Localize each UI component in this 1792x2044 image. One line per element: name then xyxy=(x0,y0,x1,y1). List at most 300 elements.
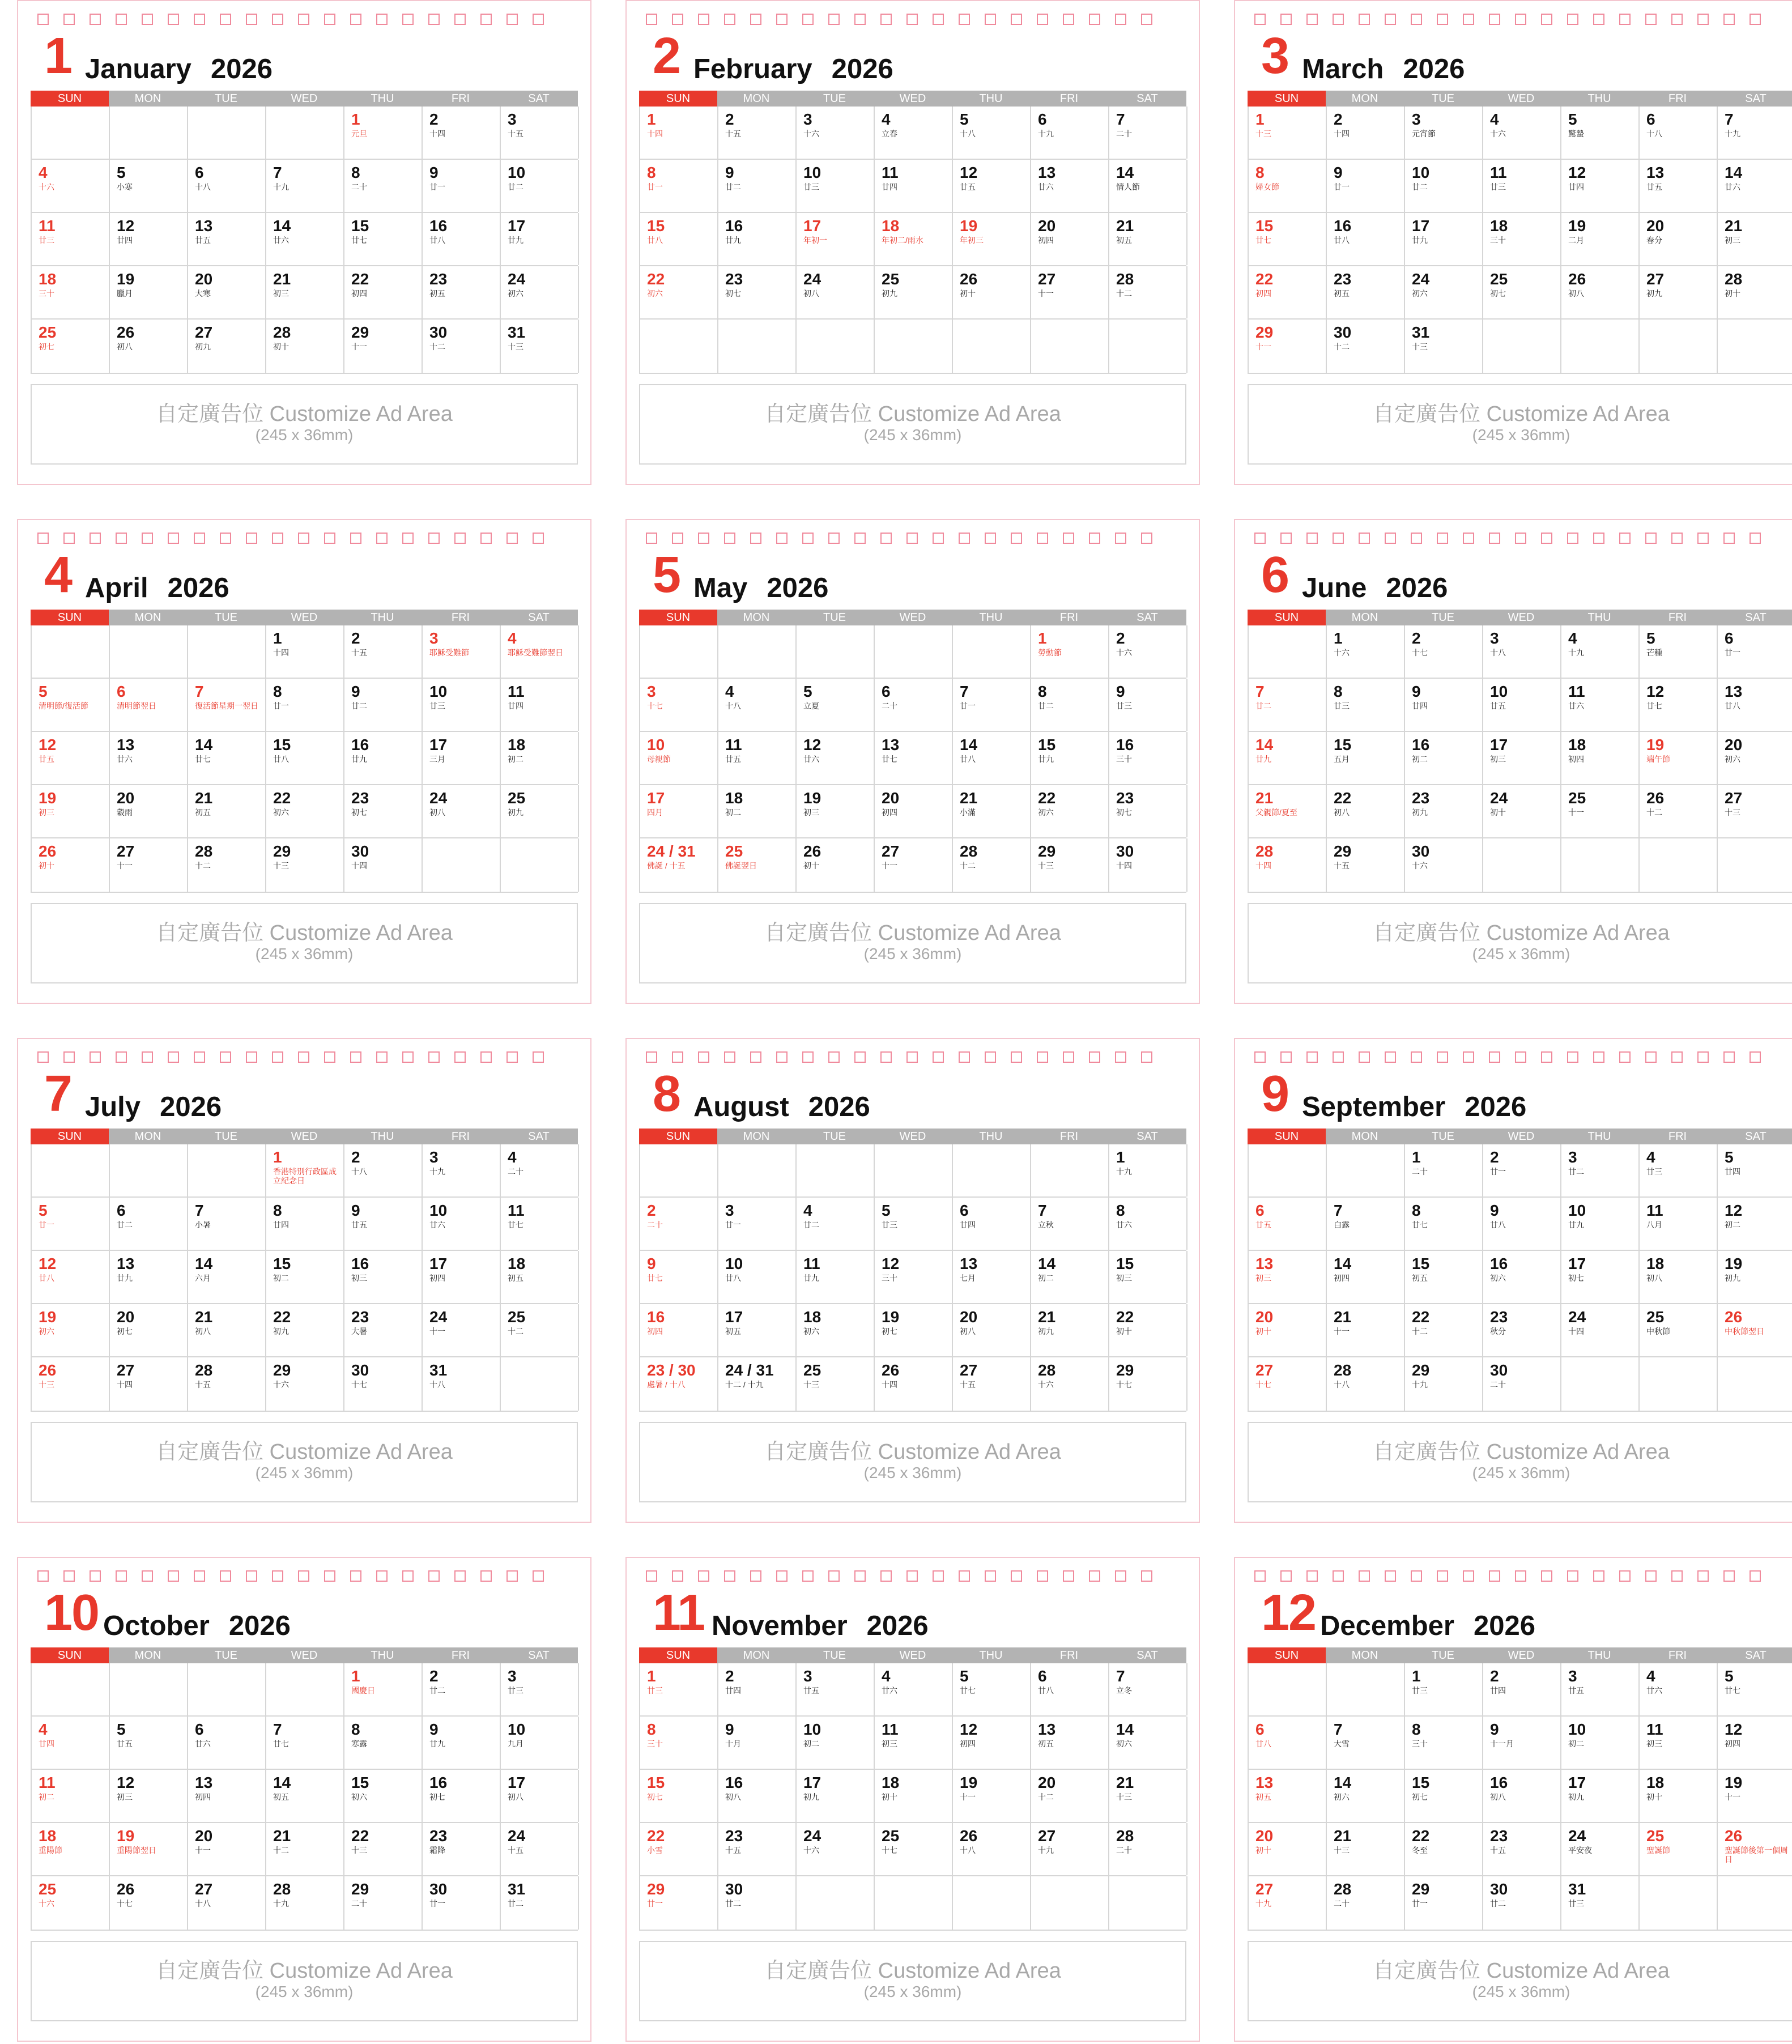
day-cell[interactable] xyxy=(1483,1770,1561,1822)
day-cell[interactable] xyxy=(1109,1770,1187,1822)
day-cell[interactable] xyxy=(1483,679,1561,731)
day-cell[interactable] xyxy=(718,679,797,731)
day-cell[interactable] xyxy=(344,1770,423,1822)
day-cell[interactable] xyxy=(32,838,110,892)
day-cell[interactable] xyxy=(32,732,110,784)
day-cell[interactable] xyxy=(953,1251,1031,1303)
day-cell[interactable] xyxy=(1327,1251,1405,1303)
day-cell[interactable] xyxy=(875,107,953,159)
day-cell[interactable] xyxy=(32,266,110,318)
day-cell[interactable] xyxy=(1483,107,1561,159)
day-cell[interactable] xyxy=(110,1198,188,1250)
day-cell[interactable] xyxy=(1031,1304,1109,1356)
day-cell[interactable] xyxy=(640,732,718,784)
day-cell[interactable] xyxy=(1109,160,1187,212)
day-cell[interactable] xyxy=(1249,107,1327,159)
day-cell[interactable] xyxy=(1718,1823,1792,1875)
day-cell[interactable] xyxy=(1718,1251,1792,1303)
day-cell[interactable] xyxy=(1718,785,1792,837)
day-cell[interactable] xyxy=(1561,679,1640,731)
day-cell[interactable] xyxy=(32,160,110,212)
day-cell[interactable] xyxy=(501,1251,579,1303)
day-cell[interactable] xyxy=(640,213,718,265)
day-cell[interactable] xyxy=(423,213,501,265)
day-cell[interactable] xyxy=(344,679,423,731)
day-cell[interactable] xyxy=(344,1198,423,1250)
day-cell[interactable] xyxy=(875,1823,953,1875)
day-cell[interactable] xyxy=(718,1251,797,1303)
day-cell[interactable] xyxy=(1405,1304,1483,1356)
day-cell[interactable] xyxy=(266,838,344,892)
day-cell[interactable] xyxy=(1718,1663,1792,1715)
day-cell[interactable] xyxy=(110,838,188,892)
day-cell[interactable] xyxy=(875,1198,953,1250)
day-cell[interactable] xyxy=(1327,838,1405,892)
day-cell[interactable] xyxy=(1327,160,1405,212)
day-cell[interactable] xyxy=(1405,1251,1483,1303)
day-cell[interactable] xyxy=(640,1663,718,1715)
day-cell[interactable] xyxy=(1249,320,1327,373)
day-cell[interactable] xyxy=(1405,107,1483,159)
day-cell[interactable] xyxy=(1031,1198,1109,1250)
day-cell[interactable] xyxy=(188,1198,266,1250)
day-cell[interactable] xyxy=(188,679,266,731)
day-cell[interactable] xyxy=(797,679,875,731)
day-cell[interactable] xyxy=(718,160,797,212)
day-cell[interactable] xyxy=(1405,213,1483,265)
day-cell[interactable] xyxy=(188,1304,266,1356)
day-cell[interactable] xyxy=(797,1770,875,1822)
day-cell[interactable] xyxy=(1483,1144,1561,1196)
day-cell[interactable] xyxy=(1109,838,1187,892)
day-cell[interactable] xyxy=(1718,732,1792,784)
day-cell[interactable] xyxy=(1561,1663,1640,1715)
day-cell[interactable] xyxy=(1718,1144,1792,1196)
day-cell[interactable] xyxy=(1031,838,1109,892)
day-cell[interactable] xyxy=(344,732,423,784)
day-cell[interactable] xyxy=(110,320,188,373)
day-cell[interactable] xyxy=(1640,1823,1718,1875)
day-cell[interactable] xyxy=(423,1304,501,1356)
day-cell[interactable] xyxy=(501,1770,579,1822)
day-cell[interactable] xyxy=(1640,213,1718,265)
day-cell[interactable] xyxy=(110,1823,188,1875)
day-cell[interactable] xyxy=(797,107,875,159)
day-cell[interactable] xyxy=(640,838,718,892)
day-cell[interactable] xyxy=(266,1144,344,1196)
day-cell[interactable] xyxy=(1561,107,1640,159)
day-cell[interactable] xyxy=(1405,1823,1483,1875)
day-cell[interactable] xyxy=(501,1198,579,1250)
day-cell[interactable] xyxy=(1109,107,1187,159)
day-cell[interactable] xyxy=(1640,1663,1718,1715)
day-cell[interactable] xyxy=(1109,1357,1187,1411)
day-cell[interactable] xyxy=(1561,1304,1640,1356)
day-cell[interactable] xyxy=(1109,625,1187,678)
day-cell[interactable] xyxy=(1483,1198,1561,1250)
day-cell[interactable] xyxy=(188,213,266,265)
day-cell[interactable] xyxy=(344,838,423,892)
day-cell[interactable] xyxy=(501,160,579,212)
day-cell[interactable] xyxy=(1405,1663,1483,1715)
day-cell[interactable] xyxy=(32,1770,110,1822)
day-cell[interactable] xyxy=(1327,320,1405,373)
day-cell[interactable] xyxy=(1249,160,1327,212)
day-cell[interactable] xyxy=(797,1304,875,1356)
day-cell[interactable] xyxy=(718,1823,797,1875)
day-cell[interactable] xyxy=(875,785,953,837)
day-cell[interactable] xyxy=(640,1876,718,1930)
day-cell[interactable] xyxy=(501,679,579,731)
day-cell[interactable] xyxy=(1718,1770,1792,1822)
day-cell[interactable] xyxy=(423,1251,501,1303)
day-cell[interactable] xyxy=(501,625,579,678)
day-cell[interactable] xyxy=(1327,107,1405,159)
day-cell[interactable] xyxy=(188,1770,266,1822)
day-cell[interactable] xyxy=(1483,1717,1561,1769)
day-cell[interactable] xyxy=(344,213,423,265)
day-cell[interactable] xyxy=(188,1717,266,1769)
day-cell[interactable] xyxy=(875,679,953,731)
day-cell[interactable] xyxy=(423,320,501,373)
day-cell[interactable] xyxy=(718,785,797,837)
day-cell[interactable] xyxy=(1561,1717,1640,1769)
day-cell[interactable] xyxy=(718,1770,797,1822)
day-cell[interactable] xyxy=(188,785,266,837)
day-cell[interactable] xyxy=(953,838,1031,892)
day-cell[interactable] xyxy=(1327,1357,1405,1411)
day-cell[interactable] xyxy=(1109,1144,1187,1196)
day-cell[interactable] xyxy=(1405,1198,1483,1250)
day-cell[interactable] xyxy=(32,1304,110,1356)
day-cell[interactable] xyxy=(1327,1770,1405,1822)
day-cell[interactable] xyxy=(1109,1663,1187,1715)
day-cell[interactable] xyxy=(423,266,501,318)
day-cell[interactable] xyxy=(1405,160,1483,212)
day-cell[interactable] xyxy=(1405,785,1483,837)
day-cell[interactable] xyxy=(1483,1304,1561,1356)
day-cell[interactable] xyxy=(501,785,579,837)
day-cell[interactable] xyxy=(266,266,344,318)
day-cell[interactable] xyxy=(266,1198,344,1250)
day-cell[interactable] xyxy=(953,107,1031,159)
day-cell[interactable] xyxy=(1109,1198,1187,1250)
day-cell[interactable] xyxy=(718,1663,797,1715)
day-cell[interactable] xyxy=(1327,1876,1405,1930)
day-cell[interactable] xyxy=(640,679,718,731)
day-cell[interactable] xyxy=(110,732,188,784)
day-cell[interactable] xyxy=(797,160,875,212)
day-cell[interactable] xyxy=(1561,1770,1640,1822)
day-cell[interactable] xyxy=(423,1663,501,1715)
day-cell[interactable] xyxy=(1405,1876,1483,1930)
day-cell[interactable] xyxy=(797,1823,875,1875)
day-cell[interactable] xyxy=(1718,1304,1792,1356)
day-cell[interactable] xyxy=(344,1717,423,1769)
day-cell[interactable] xyxy=(1640,1770,1718,1822)
day-cell[interactable] xyxy=(1405,266,1483,318)
day-cell[interactable] xyxy=(797,1251,875,1303)
day-cell[interactable] xyxy=(1327,679,1405,731)
day-cell[interactable] xyxy=(188,1823,266,1875)
day-cell[interactable] xyxy=(718,1876,797,1930)
day-cell[interactable] xyxy=(1031,266,1109,318)
day-cell[interactable] xyxy=(1249,213,1327,265)
day-cell[interactable] xyxy=(640,1198,718,1250)
day-cell[interactable] xyxy=(953,266,1031,318)
day-cell[interactable] xyxy=(266,213,344,265)
day-cell[interactable] xyxy=(1718,107,1792,159)
day-cell[interactable] xyxy=(344,1251,423,1303)
day-cell[interactable] xyxy=(1483,1251,1561,1303)
day-cell[interactable] xyxy=(1109,266,1187,318)
day-cell[interactable] xyxy=(1640,266,1718,318)
day-cell[interactable] xyxy=(718,107,797,159)
day-cell[interactable] xyxy=(344,625,423,678)
day-cell[interactable] xyxy=(875,160,953,212)
day-cell[interactable] xyxy=(32,320,110,373)
day-cell[interactable] xyxy=(797,213,875,265)
day-cell[interactable] xyxy=(344,320,423,373)
day-cell[interactable] xyxy=(188,838,266,892)
day-cell[interactable] xyxy=(1249,785,1327,837)
day-cell[interactable] xyxy=(188,160,266,212)
day-cell[interactable] xyxy=(266,679,344,731)
day-cell[interactable] xyxy=(1718,1198,1792,1250)
day-cell[interactable] xyxy=(1327,1198,1405,1250)
day-cell[interactable] xyxy=(32,1198,110,1250)
day-cell[interactable] xyxy=(875,732,953,784)
day-cell[interactable] xyxy=(32,213,110,265)
day-cell[interactable] xyxy=(953,1770,1031,1822)
day-cell[interactable] xyxy=(110,679,188,731)
day-cell[interactable] xyxy=(423,1357,501,1411)
day-cell[interactable] xyxy=(344,785,423,837)
day-cell[interactable] xyxy=(501,266,579,318)
day-cell[interactable] xyxy=(1640,1144,1718,1196)
day-cell[interactable] xyxy=(110,1717,188,1769)
day-cell[interactable] xyxy=(32,1251,110,1303)
day-cell[interactable] xyxy=(797,1357,875,1411)
day-cell[interactable] xyxy=(110,1357,188,1411)
day-cell[interactable] xyxy=(1249,266,1327,318)
day-cell[interactable] xyxy=(501,1717,579,1769)
day-cell[interactable] xyxy=(501,1876,579,1930)
day-cell[interactable] xyxy=(1249,838,1327,892)
day-cell[interactable] xyxy=(1483,1876,1561,1930)
day-cell[interactable] xyxy=(344,1304,423,1356)
day-cell[interactable] xyxy=(266,1770,344,1822)
day-cell[interactable] xyxy=(1561,160,1640,212)
day-cell[interactable] xyxy=(110,213,188,265)
day-cell[interactable] xyxy=(266,1357,344,1411)
day-cell[interactable] xyxy=(110,1876,188,1930)
day-cell[interactable] xyxy=(797,785,875,837)
day-cell[interactable] xyxy=(1249,1770,1327,1822)
day-cell[interactable] xyxy=(1109,785,1187,837)
day-cell[interactable] xyxy=(953,785,1031,837)
day-cell[interactable] xyxy=(718,838,797,892)
day-cell[interactable] xyxy=(1249,1876,1327,1930)
day-cell[interactable] xyxy=(1640,679,1718,731)
day-cell[interactable] xyxy=(1327,625,1405,678)
day-cell[interactable] xyxy=(110,1770,188,1822)
day-cell[interactable] xyxy=(1640,1251,1718,1303)
day-cell[interactable] xyxy=(1483,785,1561,837)
day-cell[interactable] xyxy=(188,732,266,784)
day-cell[interactable] xyxy=(266,1251,344,1303)
day-cell[interactable] xyxy=(1405,1144,1483,1196)
day-cell[interactable] xyxy=(1031,1251,1109,1303)
day-cell[interactable] xyxy=(188,1357,266,1411)
day-cell[interactable] xyxy=(1031,625,1109,678)
day-cell[interactable] xyxy=(1483,160,1561,212)
day-cell[interactable] xyxy=(1640,1717,1718,1769)
day-cell[interactable] xyxy=(423,1770,501,1822)
day-cell[interactable] xyxy=(1640,160,1718,212)
day-cell[interactable] xyxy=(1640,732,1718,784)
day-cell[interactable] xyxy=(718,266,797,318)
day-cell[interactable] xyxy=(1249,1717,1327,1769)
day-cell[interactable] xyxy=(797,732,875,784)
day-cell[interactable] xyxy=(1249,1251,1327,1303)
day-cell[interactable] xyxy=(875,1251,953,1303)
day-cell[interactable] xyxy=(1640,1304,1718,1356)
day-cell[interactable] xyxy=(1718,213,1792,265)
day-cell[interactable] xyxy=(1718,625,1792,678)
day-cell[interactable] xyxy=(640,107,718,159)
day-cell[interactable] xyxy=(1718,679,1792,731)
day-cell[interactable] xyxy=(640,1304,718,1356)
day-cell[interactable] xyxy=(266,732,344,784)
day-cell[interactable] xyxy=(501,107,579,159)
day-cell[interactable] xyxy=(1031,785,1109,837)
day-cell[interactable] xyxy=(875,213,953,265)
day-cell[interactable] xyxy=(32,1357,110,1411)
day-cell[interactable] xyxy=(1483,1823,1561,1875)
day-cell[interactable] xyxy=(1405,1770,1483,1822)
day-cell[interactable] xyxy=(953,1663,1031,1715)
day-cell[interactable] xyxy=(423,160,501,212)
day-cell[interactable] xyxy=(1405,1357,1483,1411)
day-cell[interactable] xyxy=(423,1717,501,1769)
day-cell[interactable] xyxy=(1561,625,1640,678)
day-cell[interactable] xyxy=(1718,1717,1792,1769)
day-cell[interactable] xyxy=(1640,625,1718,678)
day-cell[interactable] xyxy=(953,679,1031,731)
day-cell[interactable] xyxy=(1640,1198,1718,1250)
day-cell[interactable] xyxy=(32,1876,110,1930)
day-cell[interactable] xyxy=(1031,1770,1109,1822)
day-cell[interactable] xyxy=(640,1357,718,1411)
day-cell[interactable] xyxy=(1327,785,1405,837)
day-cell[interactable] xyxy=(1561,1198,1640,1250)
day-cell[interactable] xyxy=(1031,107,1109,159)
day-cell[interactable] xyxy=(1561,1876,1640,1930)
day-cell[interactable] xyxy=(344,1663,423,1715)
day-cell[interactable] xyxy=(718,732,797,784)
day-cell[interactable] xyxy=(110,1304,188,1356)
day-cell[interactable] xyxy=(953,1823,1031,1875)
day-cell[interactable] xyxy=(953,732,1031,784)
day-cell[interactable] xyxy=(501,1304,579,1356)
day-cell[interactable] xyxy=(1483,732,1561,784)
day-cell[interactable] xyxy=(953,213,1031,265)
day-cell[interactable] xyxy=(1483,266,1561,318)
day-cell[interactable] xyxy=(875,1663,953,1715)
day-cell[interactable] xyxy=(188,266,266,318)
day-cell[interactable] xyxy=(110,785,188,837)
day-cell[interactable] xyxy=(797,1198,875,1250)
day-cell[interactable] xyxy=(1031,1717,1109,1769)
day-cell[interactable] xyxy=(953,160,1031,212)
day-cell[interactable] xyxy=(640,160,718,212)
day-cell[interactable] xyxy=(953,1357,1031,1411)
day-cell[interactable] xyxy=(875,1304,953,1356)
day-cell[interactable] xyxy=(1327,1823,1405,1875)
day-cell[interactable] xyxy=(797,266,875,318)
day-cell[interactable] xyxy=(1249,732,1327,784)
day-cell[interactable] xyxy=(1640,785,1718,837)
day-cell[interactable] xyxy=(1249,679,1327,731)
day-cell[interactable] xyxy=(640,1717,718,1769)
day-cell[interactable] xyxy=(1249,1357,1327,1411)
day-cell[interactable] xyxy=(266,785,344,837)
day-cell[interactable] xyxy=(1031,679,1109,731)
day-cell[interactable] xyxy=(344,160,423,212)
day-cell[interactable] xyxy=(1327,1304,1405,1356)
day-cell[interactable] xyxy=(797,838,875,892)
day-cell[interactable] xyxy=(1405,1717,1483,1769)
day-cell[interactable] xyxy=(1249,1198,1327,1250)
day-cell[interactable] xyxy=(1483,1663,1561,1715)
day-cell[interactable] xyxy=(344,1144,423,1196)
day-cell[interactable] xyxy=(1109,1304,1187,1356)
day-cell[interactable] xyxy=(32,1823,110,1875)
day-cell[interactable] xyxy=(344,1876,423,1930)
day-cell[interactable] xyxy=(1483,213,1561,265)
day-cell[interactable] xyxy=(1249,1304,1327,1356)
day-cell[interactable] xyxy=(1031,1663,1109,1715)
day-cell[interactable] xyxy=(1561,213,1640,265)
day-cell[interactable] xyxy=(640,1823,718,1875)
day-cell[interactable] xyxy=(423,732,501,784)
day-cell[interactable] xyxy=(501,732,579,784)
day-cell[interactable] xyxy=(1405,320,1483,373)
day-cell[interactable] xyxy=(1405,679,1483,731)
day-cell[interactable] xyxy=(188,1251,266,1303)
day-cell[interactable] xyxy=(266,1717,344,1769)
day-cell[interactable] xyxy=(640,1251,718,1303)
day-cell[interactable] xyxy=(188,320,266,373)
day-cell[interactable] xyxy=(1031,213,1109,265)
day-cell[interactable] xyxy=(1561,1144,1640,1196)
day-cell[interactable] xyxy=(266,1823,344,1875)
day-cell[interactable] xyxy=(1327,1717,1405,1769)
day-cell[interactable] xyxy=(875,1717,953,1769)
day-cell[interactable] xyxy=(1109,1717,1187,1769)
day-cell[interactable] xyxy=(875,1357,953,1411)
day-cell[interactable] xyxy=(266,625,344,678)
day-cell[interactable] xyxy=(875,838,953,892)
day-cell[interactable] xyxy=(423,679,501,731)
day-cell[interactable] xyxy=(344,1357,423,1411)
day-cell[interactable] xyxy=(501,320,579,373)
day-cell[interactable] xyxy=(423,1144,501,1196)
day-cell[interactable] xyxy=(718,1198,797,1250)
day-cell[interactable] xyxy=(1561,1823,1640,1875)
day-cell[interactable] xyxy=(1031,1823,1109,1875)
